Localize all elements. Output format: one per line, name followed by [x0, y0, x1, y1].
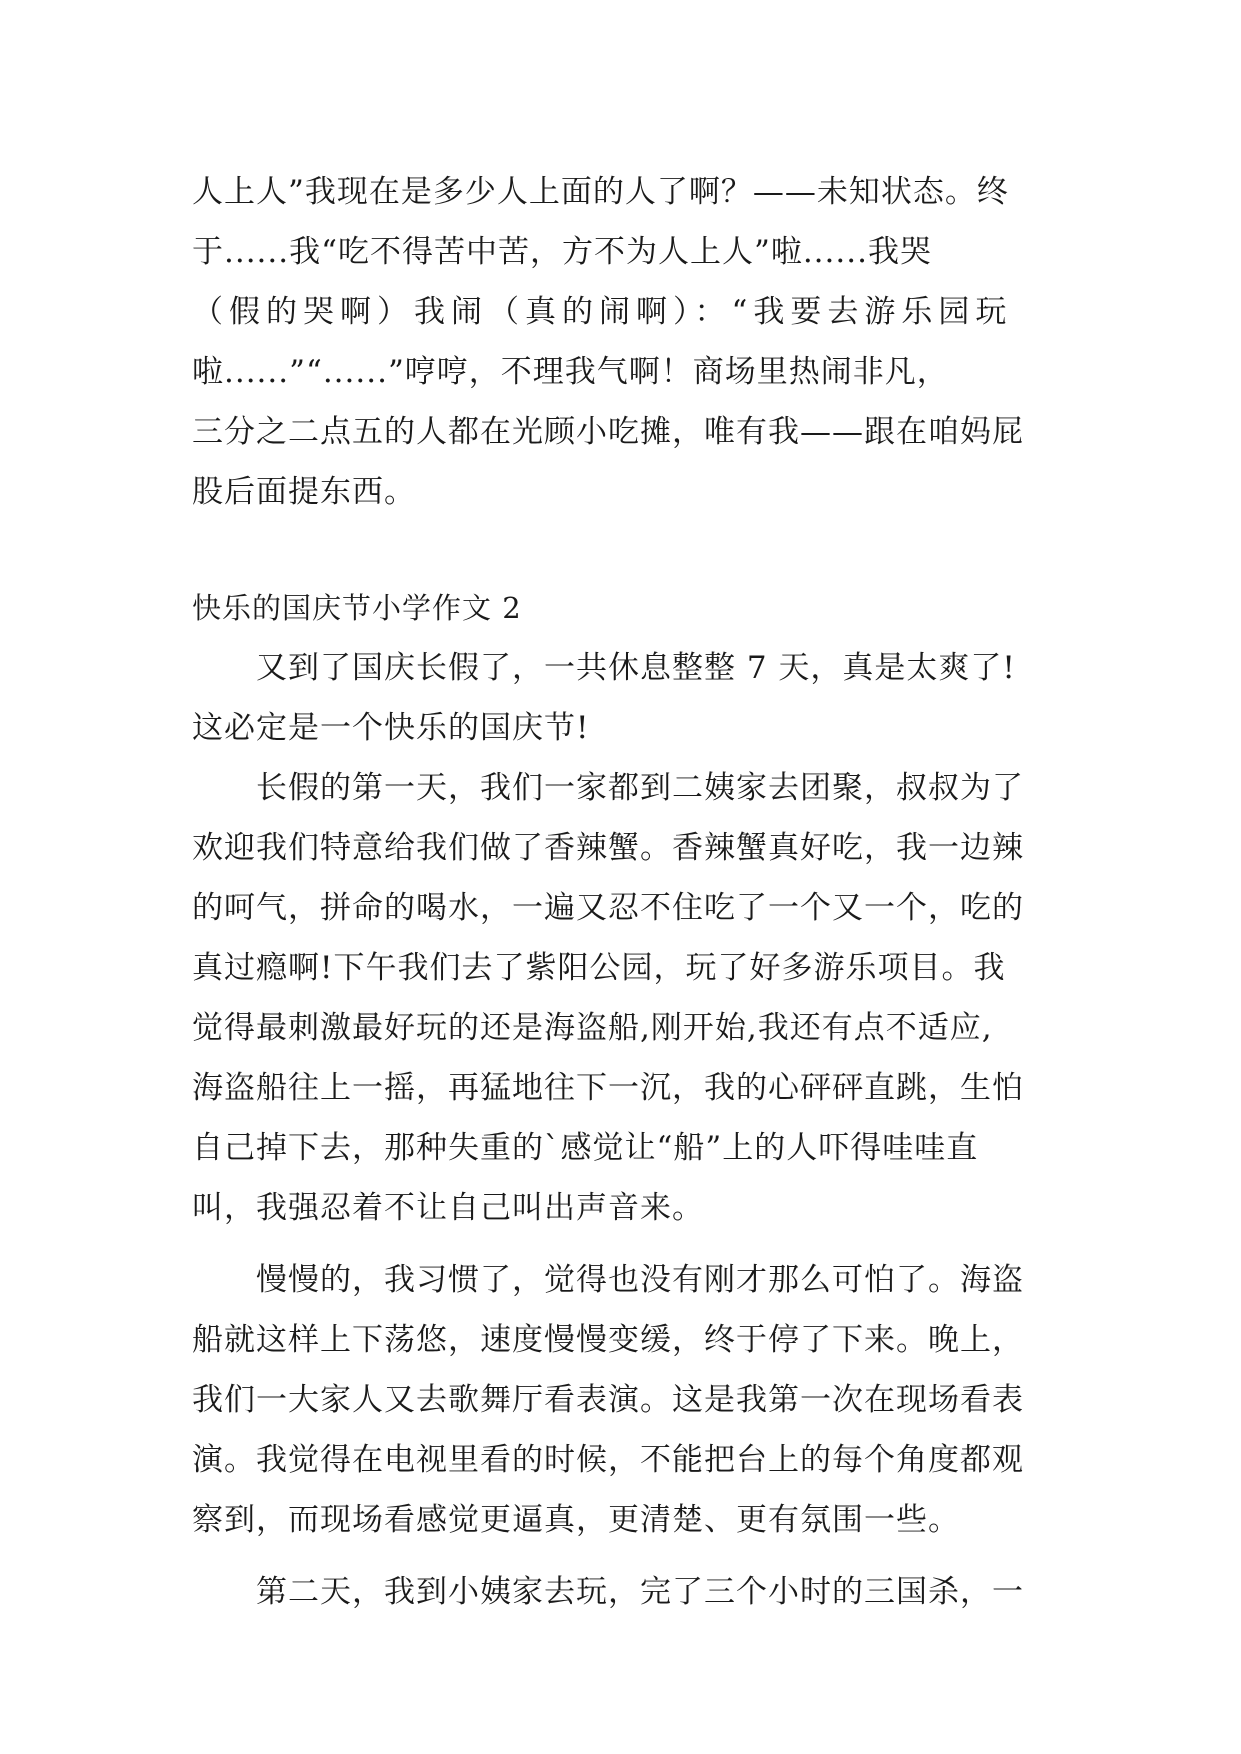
text-line: 于......我“吃不得苦中苦，方不为人上人”啦......我哭 — [192, 234, 932, 270]
text-line: 长假的第一天，我们一家都到二姨家去团聚，叔叔为了 — [256, 770, 1024, 806]
paragraph — [192, 1250, 1052, 1550]
document-page — [192, 162, 1052, 1622]
text-line: 这必定是一个快乐的国庆节! — [192, 710, 590, 746]
text-line: 人上人”我现在是多少人上面的人了啊？——未知状态。终 — [192, 174, 1009, 210]
text-line: 真过瘾啊!下午我们去了紫阳公园，玩了好多游乐项目。我 — [192, 950, 1006, 986]
text-line: （假的哭啊）我闹（真的闹啊）：“我要去游乐园玩 — [192, 294, 1013, 330]
essay-title: 快乐的国庆节小学作文 2 — [192, 591, 522, 625]
text-line: 第二天，我到小姨家去玩，完了三个小时的三国杀，一 — [256, 1574, 1024, 1610]
paragraph — [192, 1562, 1052, 1622]
text-line: 觉得最刺激最好玩的还是海盗船,刚开始,我还有点不适应, — [192, 1010, 993, 1046]
text-line: 股后面提东西。 — [192, 474, 416, 510]
paragraph — [192, 638, 1052, 758]
text-line: 船就这样上下荡悠，速度慢慢变缓，终于停了下来。晚上， — [192, 1322, 1024, 1358]
text-line: 三分之二点五的人都在光顾小吃摊，唯有我——跟在咱妈屁 — [192, 414, 1024, 450]
text-line: 我们一大家人又去歌舞厅看表演。这是我第一次在现场看表 — [192, 1382, 1024, 1418]
text-line: 又到了国庆长假了，一共休息整整 7 天，真是太爽了! — [256, 650, 1016, 686]
text-line: 察到，而现场看感觉更逼真，更清楚、更有氛围一些。 — [192, 1502, 960, 1538]
text-line: 演。我觉得在电视里看的时候，不能把台上的每个角度都观 — [192, 1442, 1024, 1478]
paragraph — [192, 758, 1052, 1238]
text-line: 自己掉下去，那种失重的`感觉让“船”上的人吓得哇哇直 — [192, 1130, 979, 1166]
text-line: 欢迎我们特意给我们做了香辣蟹。香辣蟹真好吃，我一边辣 — [192, 830, 1024, 866]
text-line: 的呵气，拼命的喝水，一遍又忍不住吃了一个又一个，吃的 — [192, 890, 1024, 926]
text-line: 啦......”“......”哼哼，不理我气啊！商场里热闹非凡， — [192, 354, 949, 390]
text-line: 叫，我强忍着不让自己叫出声音来。 — [192, 1190, 704, 1226]
text-line: 海盗船往上一摇，再猛地往下一沉，我的心砰砰直跳，生怕 — [192, 1070, 1024, 1106]
intro-paragraph — [192, 162, 1052, 522]
text-line: 慢慢的，我习惯了，觉得也没有刚才那么可怕了。海盗 — [256, 1262, 1024, 1298]
